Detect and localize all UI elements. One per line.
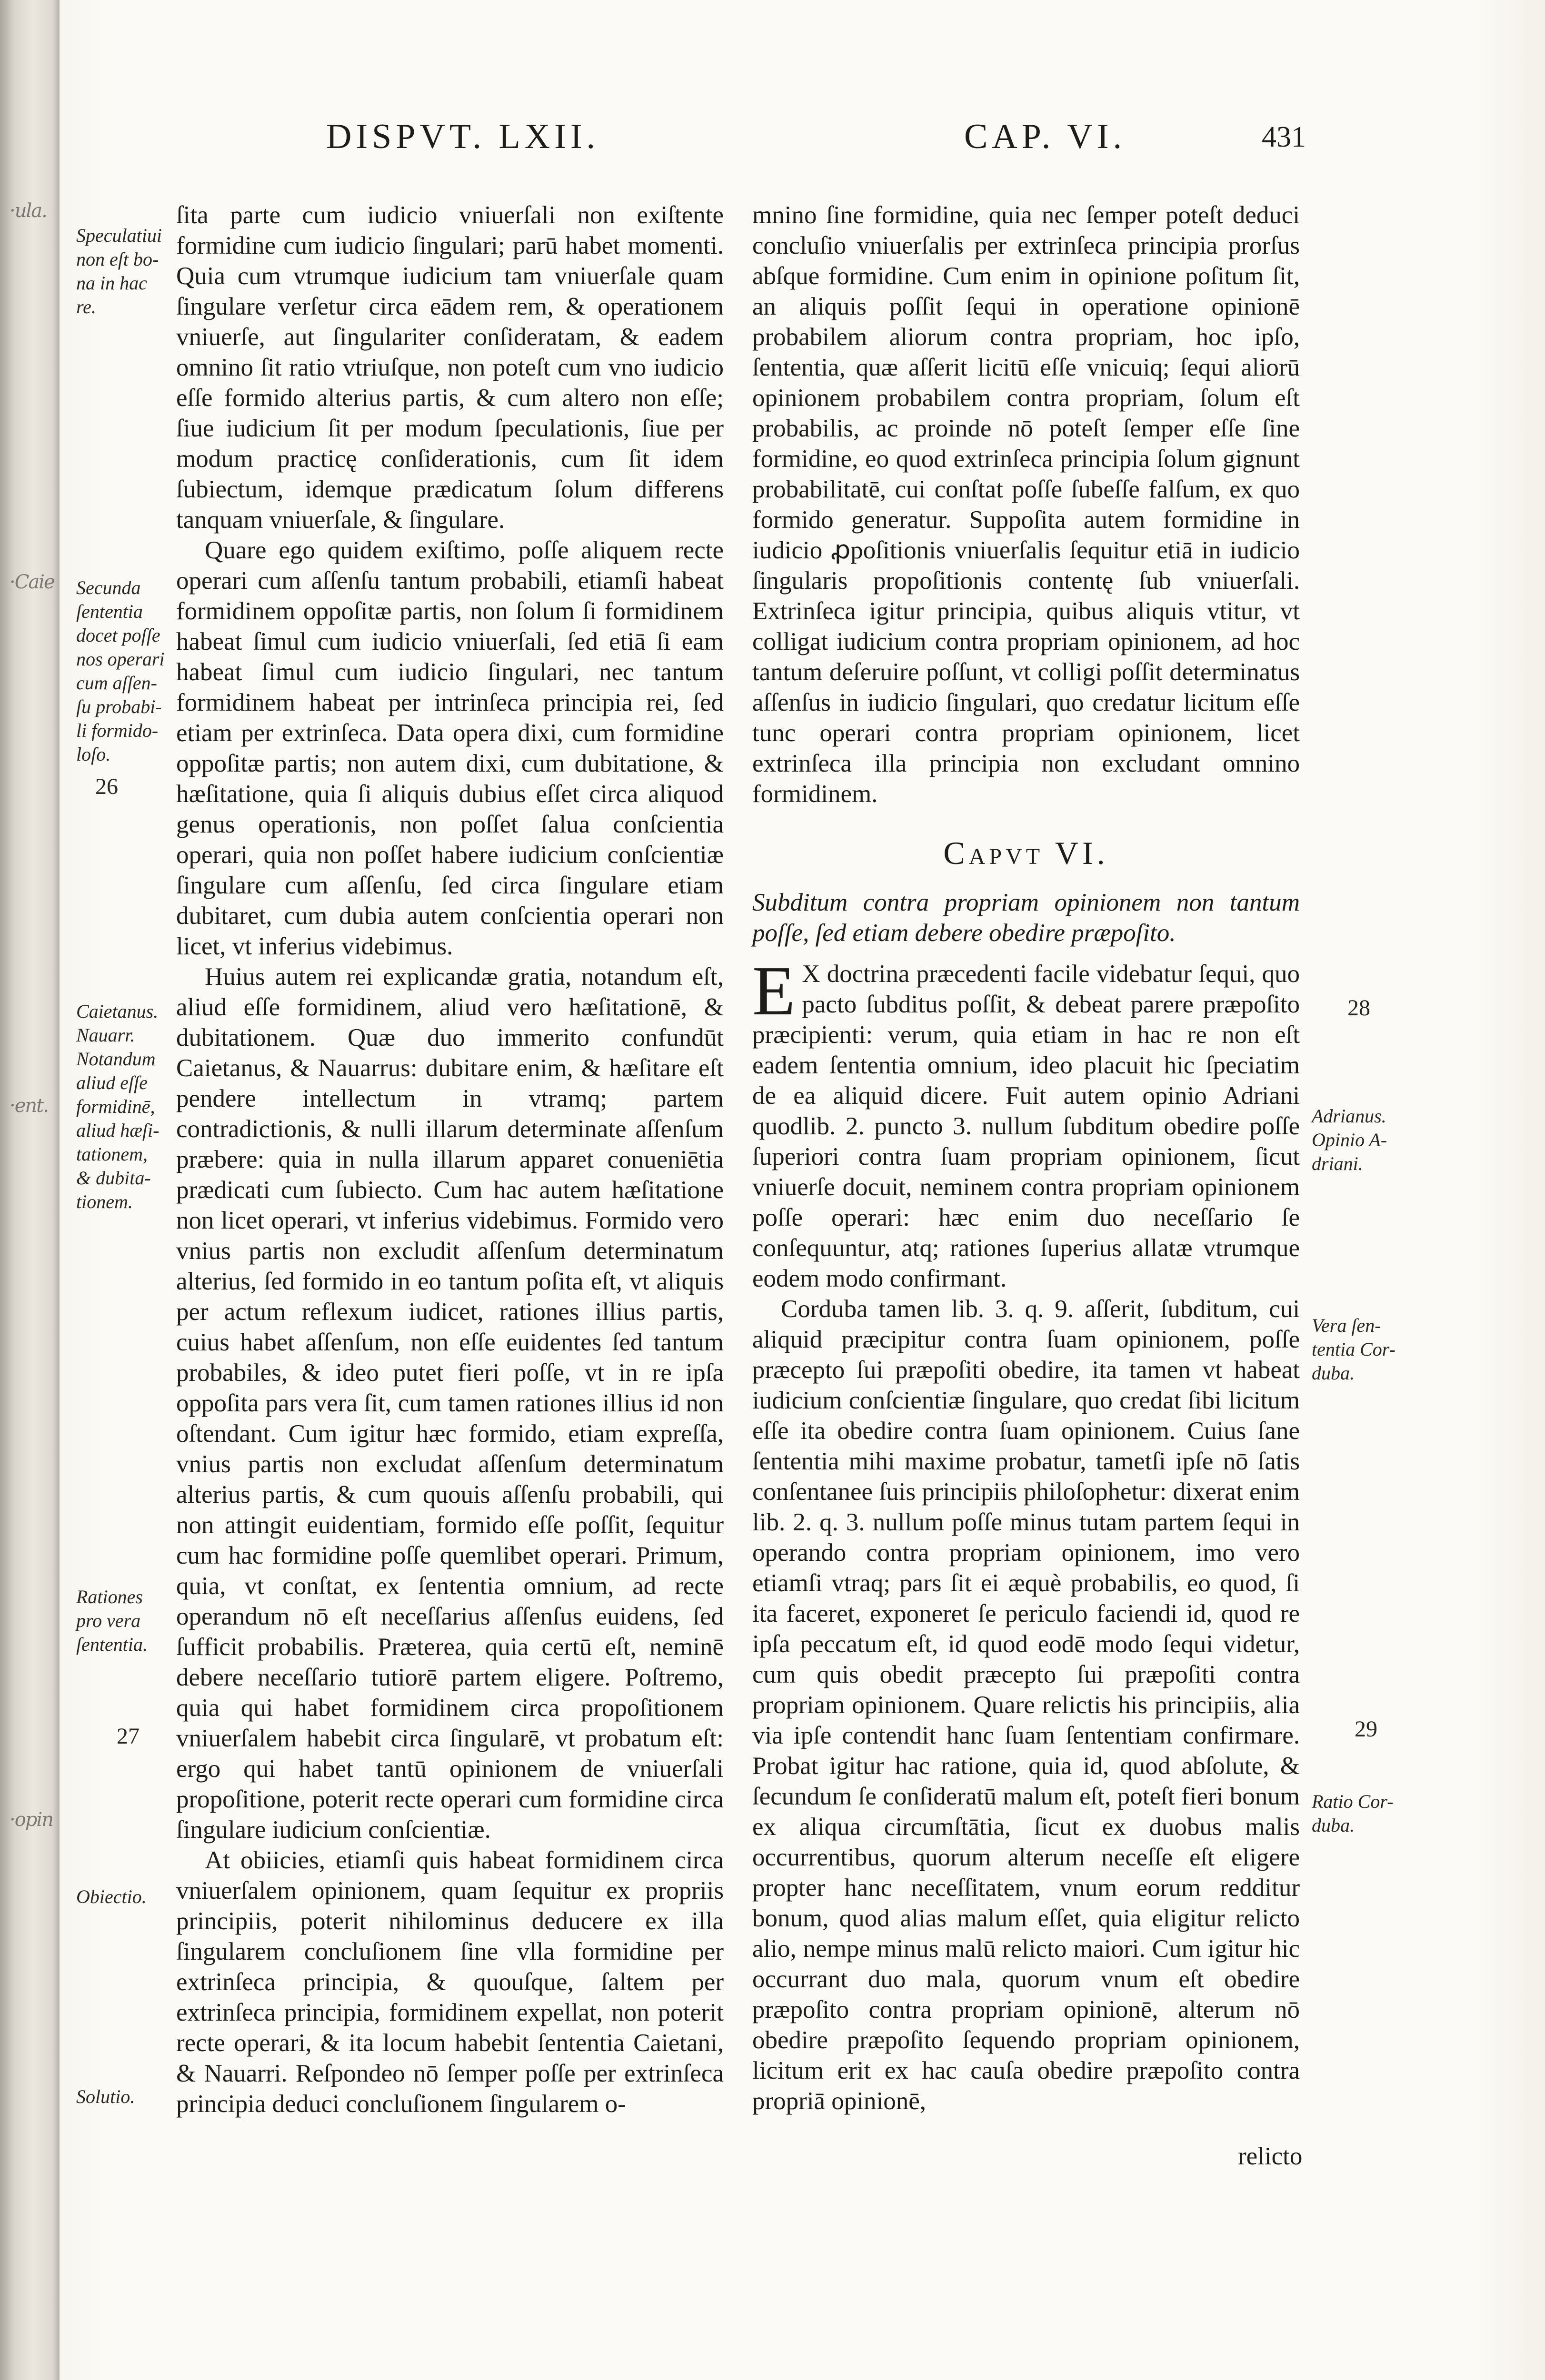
margin-note-speculatiui: Speculatiui non eſt bo- na in hac re. <box>76 225 162 317</box>
facing-page-fragment: ·Caie <box>10 571 54 593</box>
margin-note-secunda-sententia: Secunda ſententia docet poſſe nos operari cum aſſen- ſu probabi- li formido- loſo. <box>76 577 165 765</box>
margin-note-caietanus: Caietanus. Nauarr. Notandum aliud eſſe formidinē, aliud hæſi- tationem, & dubita- tionem. <box>76 1001 159 1212</box>
right-text-column <box>752 200 1300 2116</box>
chapter-summary: Subditum contra propriam opinionem non tantum poſſe, ſed etiam debere obedire præpoſito. <box>752 889 1300 947</box>
margin-note-solutio: Solutio. <box>76 2086 135 2107</box>
running-head-left: DISPVT. LXII. <box>326 117 599 156</box>
paragraph: Quare ego quidem exiſtimo, poſſe aliquem recte operari cum aſſenſu tantum probabili, etiamſi habeat formidinem oppoſitæ partis, non ſolum ſi formidinem habeat ſimul cum iudicio vniuerſali, ſed etiā ſi eam habeat ſimul cum iudicio ſingulari, nec tantum formidinem habeat per intrinſeca principia rei, ſed etiam per extrinſeca. Data opera dixi, cum formidine oppoſitæ partis; non autem dixi, cum dubitatione, & hæſitatione, quia ſi aliquis dubius eſſet circa aliquod genus operationis, non poſſet ſalua conſcientia operari, quia non poſſet habere iudicium conſcientiæ ſingulare cum aſſenſu, ſed circa ſingulare etiam dubitaret, cum dubia autem conſcientia operari non licet, vt inferius videbimus. <box>176 536 724 960</box>
margin-number-29: 29 <box>1355 1716 1377 1742</box>
paragraph-text: X doctrina præcedenti facile videbatur ſequi, quo pacto ſubditus poſſit, & debeat parere præpoſito præcipienti: verum, quia etiam in hac re non eſt eadem ſententia omnium, ideo placuit hic ſpeciatim de ea aliquid dicere. Fuit autem opinio Adriani quodlib. 2. puncto 3. nullum ſubditum obedire poſſe ſuperiori contra ſuam propriam opinionem, ſicut vniuerſe docuit, neminem contra propriam opinionem poſſe operari: hæc enim duo neceſſario ſe conſequuntur, atq; rationes ſuperius allatæ vtrumque eodem modo confirmant. <box>752 960 1300 1292</box>
margin-note-vera-sententia: Vera ſen- tentia Cor- duba. <box>1312 1315 1395 1384</box>
margin-number-27: 27 <box>117 1724 140 1749</box>
facing-page-edge <box>0 0 60 2380</box>
facing-page-fragment: ·ula. <box>10 200 47 222</box>
paragraph: At obiicies, etiamſi quis habeat formidinem circa vniuerſalem opinionem, quam ſequitur ex propriis principiis, poterit nihilominus deducere ex illa ſingularem concluſionem ſine vlla formidine per extrinſeca principia, & quouſque, ſaltem per extrinſeca principia, formidinem expellat, non poterit recte operari, & ita locum habebit ſententia Caietani, & Nauarri. Reſpondeo nō ſemper poſſe per extrinſeca principia deduci concluſionem ſingularem o- <box>176 1846 724 2118</box>
page-number: 431 <box>1262 121 1306 153</box>
margin-note-obiectio: Obiectio. <box>76 1886 147 1907</box>
paragraph: Corduba tamen lib. 3. q. 9. aſſerit, ſubditum, cui aliquid præcipitur contra ſuam opinionem, poſſe præcepto ſui præpoſiti obedire, ita tamen vt habeat iudicium conſcientiæ ſingulare, quo credat ſibi licitum eſſe ita obedire contra ſuam opinionem. Cuius ſane ſententia mihi maxime probatur, tametſi ipſe nō ſatis conſentanee ſuis principiis philoſophetur: dixerat enim lib. 2. q. 3. nullum poſſe minus tutam partem ſequi in operando contra propriam opinionem, imo vero etiamſi vtraq; pars ſit ei æquè probabilis, eo quod, ſi ita faceret, exponeret ſe periculo faciendi id, quod re ipſa peccatum eſt, id quod eodē modo ſequi videtur, cum quis obedit præcepto ſui præpoſiti contra propriam opinionem. Quare relictis his principiis, alia via ipſe contendit hanc ſuam ſententiam confirmare. Probat igitur hac ratione, quia id, quod abſolute, & ſecundum ſe conſideratū malum eſt, poteſt fieri bonum ex aliqua circumſtātia, ſicut ex duobus malis occurrentibus, quorum alterum neceſſe eſt eligere propter hanc neceſſitatem, vnum eorum redditur bonum, quod alias malum eſſet, quia eligitur relicto alio, nempe minus malū relicto maiori. Cum igitur hic occurrant duo mala, quorum vnum eſt obedire præpoſito contra propriam opinionē, alterum nō obedire præpoſito ſequendo propriam opinionem, licitum erit ex hac cauſa obedire præpoſito contra propriā opinionē, <box>752 1295 1300 2115</box>
running-head-right: CAP. VI. <box>964 117 1126 156</box>
paragraph: ſita parte cum iudicio vniuerſali non exiſtente formidine cum iudicio ſingulari; parū habet momenti. Quia cum vtrumque iudicium tam vniuerſale quam ſingulare verſetur circa eādem rem, & operationem vniuerſe, aut ſingulariter conſideratam, & eadem omnino ſit ratio vtriuſque, non poteſt cum vno iudicio eſſe formido alterius partis, & cum altero non eſſe; ſiue iudicium ſit per modum ſpeculationis, ſiue per modum practicę conſiderationis, cum ſit idem ſubiectum, idemque prædicatum ſolum differens tanquam vniuerſale, & ſingulare. <box>176 201 724 534</box>
facing-page-fragment: ·ent. <box>10 1095 48 1117</box>
margin-note-rationes: Rationes pro vera ſententia. <box>76 1586 148 1655</box>
facing-page-fragment: ·opin <box>10 1809 53 1831</box>
catchword: relicto <box>1238 2142 1303 2170</box>
drop-cap: E <box>752 952 796 1030</box>
paragraph: mnino ſine formidine, quia nec ſemper poteſt deduci concluſio vniuerſalis per extrinſeca principia prorſus abſque formidine. Cum enim in opinione poſitum ſit, an aliquis poſſit ſequi in operatione opinionē probabilem aliorum contra propriam, hoc ipſo, ſententia, quæ aſſerit licitū eſſe vnicuiq; ſequi aliorū opinionem probabilem contra propriam, ſolum eſt probabilis, ac proinde nō poteſt ſemper eſſe ſine formidine, eo quod extrinſeca principia ſolum gignunt probabilitatē, cui conſtat poſſe ſubeſſe falſum, ex quo formido generatur. Suppoſita autem formidine in iudicio ꝓpoſitionis vniuerſalis ſequitur etiā in iudicio ſingularis propoſitionis contentę ſub vniuerſali. Extrinſeca igitur principia, quibus aliquis vtitur, vt colligat iudicium contra propriam opinionem, ad hoc tantum deſeruire poſſunt, vt colligi poſſit determinatus aſſenſus in iudicio ſingulari, quo credatur licitum eſſe tunc operari contra propriam opinionem, licet extrinſeca illa principia non excludant omnino formidinem. <box>752 201 1300 808</box>
margin-note-adrianus: Adrianus. Opinio A- driani. <box>1312 1105 1387 1174</box>
margin-number-26: 26 <box>95 774 118 799</box>
paragraph: Huius autem rei explicandæ gratia, notandum eſt, aliud eſſe formidinem, aliud vero hæſitationē, & dubitationem. Quæ duo immerito confundūt Caietanus, & Nauarrus: dubitare enim, & hæſitare eſt pendere intellectum in vtramq; partem contradictionis, & nulli illarum determinate aſſenſum præbere: quia in nulla illarum apparet conueniētia prædicati cum ſubiecto. Cum hac autem hæſitatione non licet operari, vt inferius videbimus. Formido vero vnius partis non excludit aſſenſum determinatum alterius, ſed formido in eo tantum poſita eſt, vt aliquis per actum reflexum iudicet, rationes illius partis, cuius habet aſſenſum, non eſſe euidentes ſed tantum probabiles, & ideo putet fieri poſſe, vt in re ipſa oppoſita pars vera ſit, cum tamen rationes illius id non oſtendant. Cum igitur hæc formido, etiam expreſſa, vnius partis non excludat aſſenſum determinatum alterius partis, & cum quouis aſſenſu probabili, qui non attingit euidentiam, formido eſſe poſſit, ſequitur cum hac formidine poſſe quemlibet operari. Primum, quia, vt conſtat, ex ſententia omnium, ad recte operandum nō eſt neceſſarius aſſenſus euidens, ſed ſufficit probabilis. Præterea, quia certū eſt, neminē debere neceſſario tutiorē partem eligere. Poſtremo, quia qui habet formidinem circa propoſitionem vniuerſalem habebit circa ſingularē, vt probatum eſt: ergo qui habet tantū opinionem de vniuerſali propoſitione, poterit recte operari cum formidine circa ſingulare iudicium conſcientiæ. <box>176 963 724 1844</box>
margin-note-ratio-corduba: Ratio Cor- duba. <box>1312 1791 1394 1836</box>
running-head <box>157 117 1459 169</box>
chapter-heading: Capvt VI. <box>943 835 1109 871</box>
chapter-first-paragraph <box>752 952 1300 1294</box>
margin-number-28: 28 <box>1347 995 1370 1021</box>
left-text-column <box>176 200 724 2119</box>
